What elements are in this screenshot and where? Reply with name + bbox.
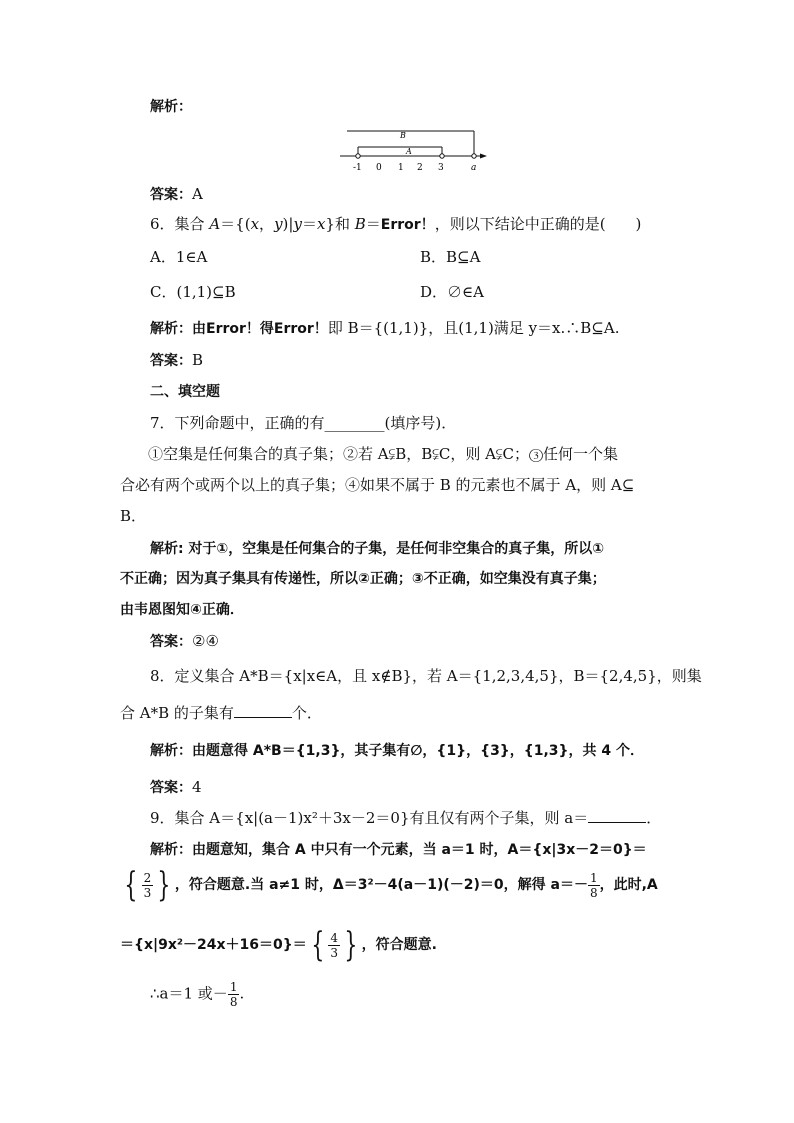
q5-answer: 答案：A bbox=[150, 185, 203, 203]
section-title: 二、填空题 bbox=[150, 384, 220, 400]
q9-stem: 9．集合 A＝{x|(a－1)x²＋3x－2＝0}有且仅有两个子集，则 a＝ ． bbox=[150, 809, 662, 827]
tick-label: 2 bbox=[417, 163, 423, 173]
tick-label: 0 bbox=[376, 163, 382, 173]
q9-conclusion: ∴a＝1 或－ $\frac{1}{8}$ . bbox=[150, 980, 245, 1009]
q6-stem: 6．集合 A＝{(x，y)|y＝x}和 B＝Error！，则以下结论中正确的是( ) bbox=[150, 215, 642, 233]
answer-blank bbox=[588, 808, 646, 823]
q7-analysis-cont: 不正确；因为真子集具有传递性，所以②正确；③不正确，如空集没有真子集； bbox=[120, 571, 606, 587]
q6-analysis: 解析：由Error！得Error！即 B＝{(1,1)}，且(1,1)满足 y＝x.∴B⊆A. bbox=[150, 319, 620, 337]
q7-text: ①空集是任何集合的真子集；②若 A⫋B，B⫋C，则 A⫋C；③任何一个集 bbox=[148, 445, 619, 463]
q6-option-d: D．∅∈A bbox=[420, 283, 484, 301]
q6-option-b: B．B⊆A bbox=[420, 248, 481, 266]
tick-label: a bbox=[471, 163, 477, 173]
q6-option-c: C．(1,1)⊆B bbox=[150, 283, 236, 301]
q7-text: 合必有两个或两个以上的真子集；④如果不属于 B 的元素也不属于 A，则 A⊆ bbox=[120, 476, 635, 494]
q6-option-a: A．1∈A bbox=[150, 248, 208, 266]
q8-analysis: 解析：由题意得 A*B＝{1,3}，其子集有∅，{1}，{3}，{1,3}，共 4 个． bbox=[150, 743, 644, 759]
set-a-label: A bbox=[406, 147, 412, 156]
analysis-label: 解析： bbox=[150, 99, 192, 115]
q8-stem: 8．定义集合 A*B＝{x|x∈A，且 x∉B}，若 A＝{1,2,3,4,5}，B＝{2,4,5}，则集 bbox=[150, 667, 702, 685]
number-line-diagram bbox=[330, 124, 500, 176]
fraction: $\frac{4}{3}$ bbox=[330, 930, 338, 960]
q7-analysis: 解析: 对于①，空集是任何集合的子集，是任何非空集合的真子集，所以① bbox=[150, 541, 605, 557]
fraction: $\frac{1}{8}$ bbox=[589, 870, 598, 900]
q7-analysis-cont: 由韦恩图知④正确． bbox=[120, 602, 244, 618]
q7-text: B． bbox=[120, 507, 147, 525]
q7-stem: 7．下列命题中，正确的有________(填序号)． bbox=[150, 414, 457, 432]
fraction: $\frac{1}{8}$ bbox=[229, 980, 238, 1009]
q6-answer: 答案：B bbox=[150, 351, 204, 369]
q8-answer: 答案：4 bbox=[150, 778, 202, 796]
q9-analysis-cont: { $\frac{2}{3}$ } ，符合题意.当 a≠1 时，Δ＝3²－4(a－1)(－2)＝0，解得 a＝－ $\frac{1}{8}$ ，此时,A bbox=[124, 865, 658, 905]
q9-analysis-cont: ＝{x|9x²－24x＋16＝0}＝ { $\frac{4}{3}$ } ，符合题意. bbox=[120, 925, 437, 965]
q7-answer: 答案：②④ bbox=[150, 632, 219, 650]
q8-stem-cont: 合 A*B 的子集有 个． bbox=[120, 704, 322, 722]
answer-blank bbox=[234, 703, 292, 718]
tick-label: 3 bbox=[438, 163, 444, 173]
set-b-label: B bbox=[400, 131, 406, 140]
tick-label: 1 bbox=[398, 163, 404, 173]
tick-label: -1 bbox=[353, 163, 362, 173]
fraction: $\frac{2}{3}$ bbox=[143, 870, 152, 900]
q9-analysis: 解析：由题意知，集合 A 中只有一个元素，当 a＝1 时，A＝{x|3x－2＝0}＝ bbox=[150, 842, 647, 858]
